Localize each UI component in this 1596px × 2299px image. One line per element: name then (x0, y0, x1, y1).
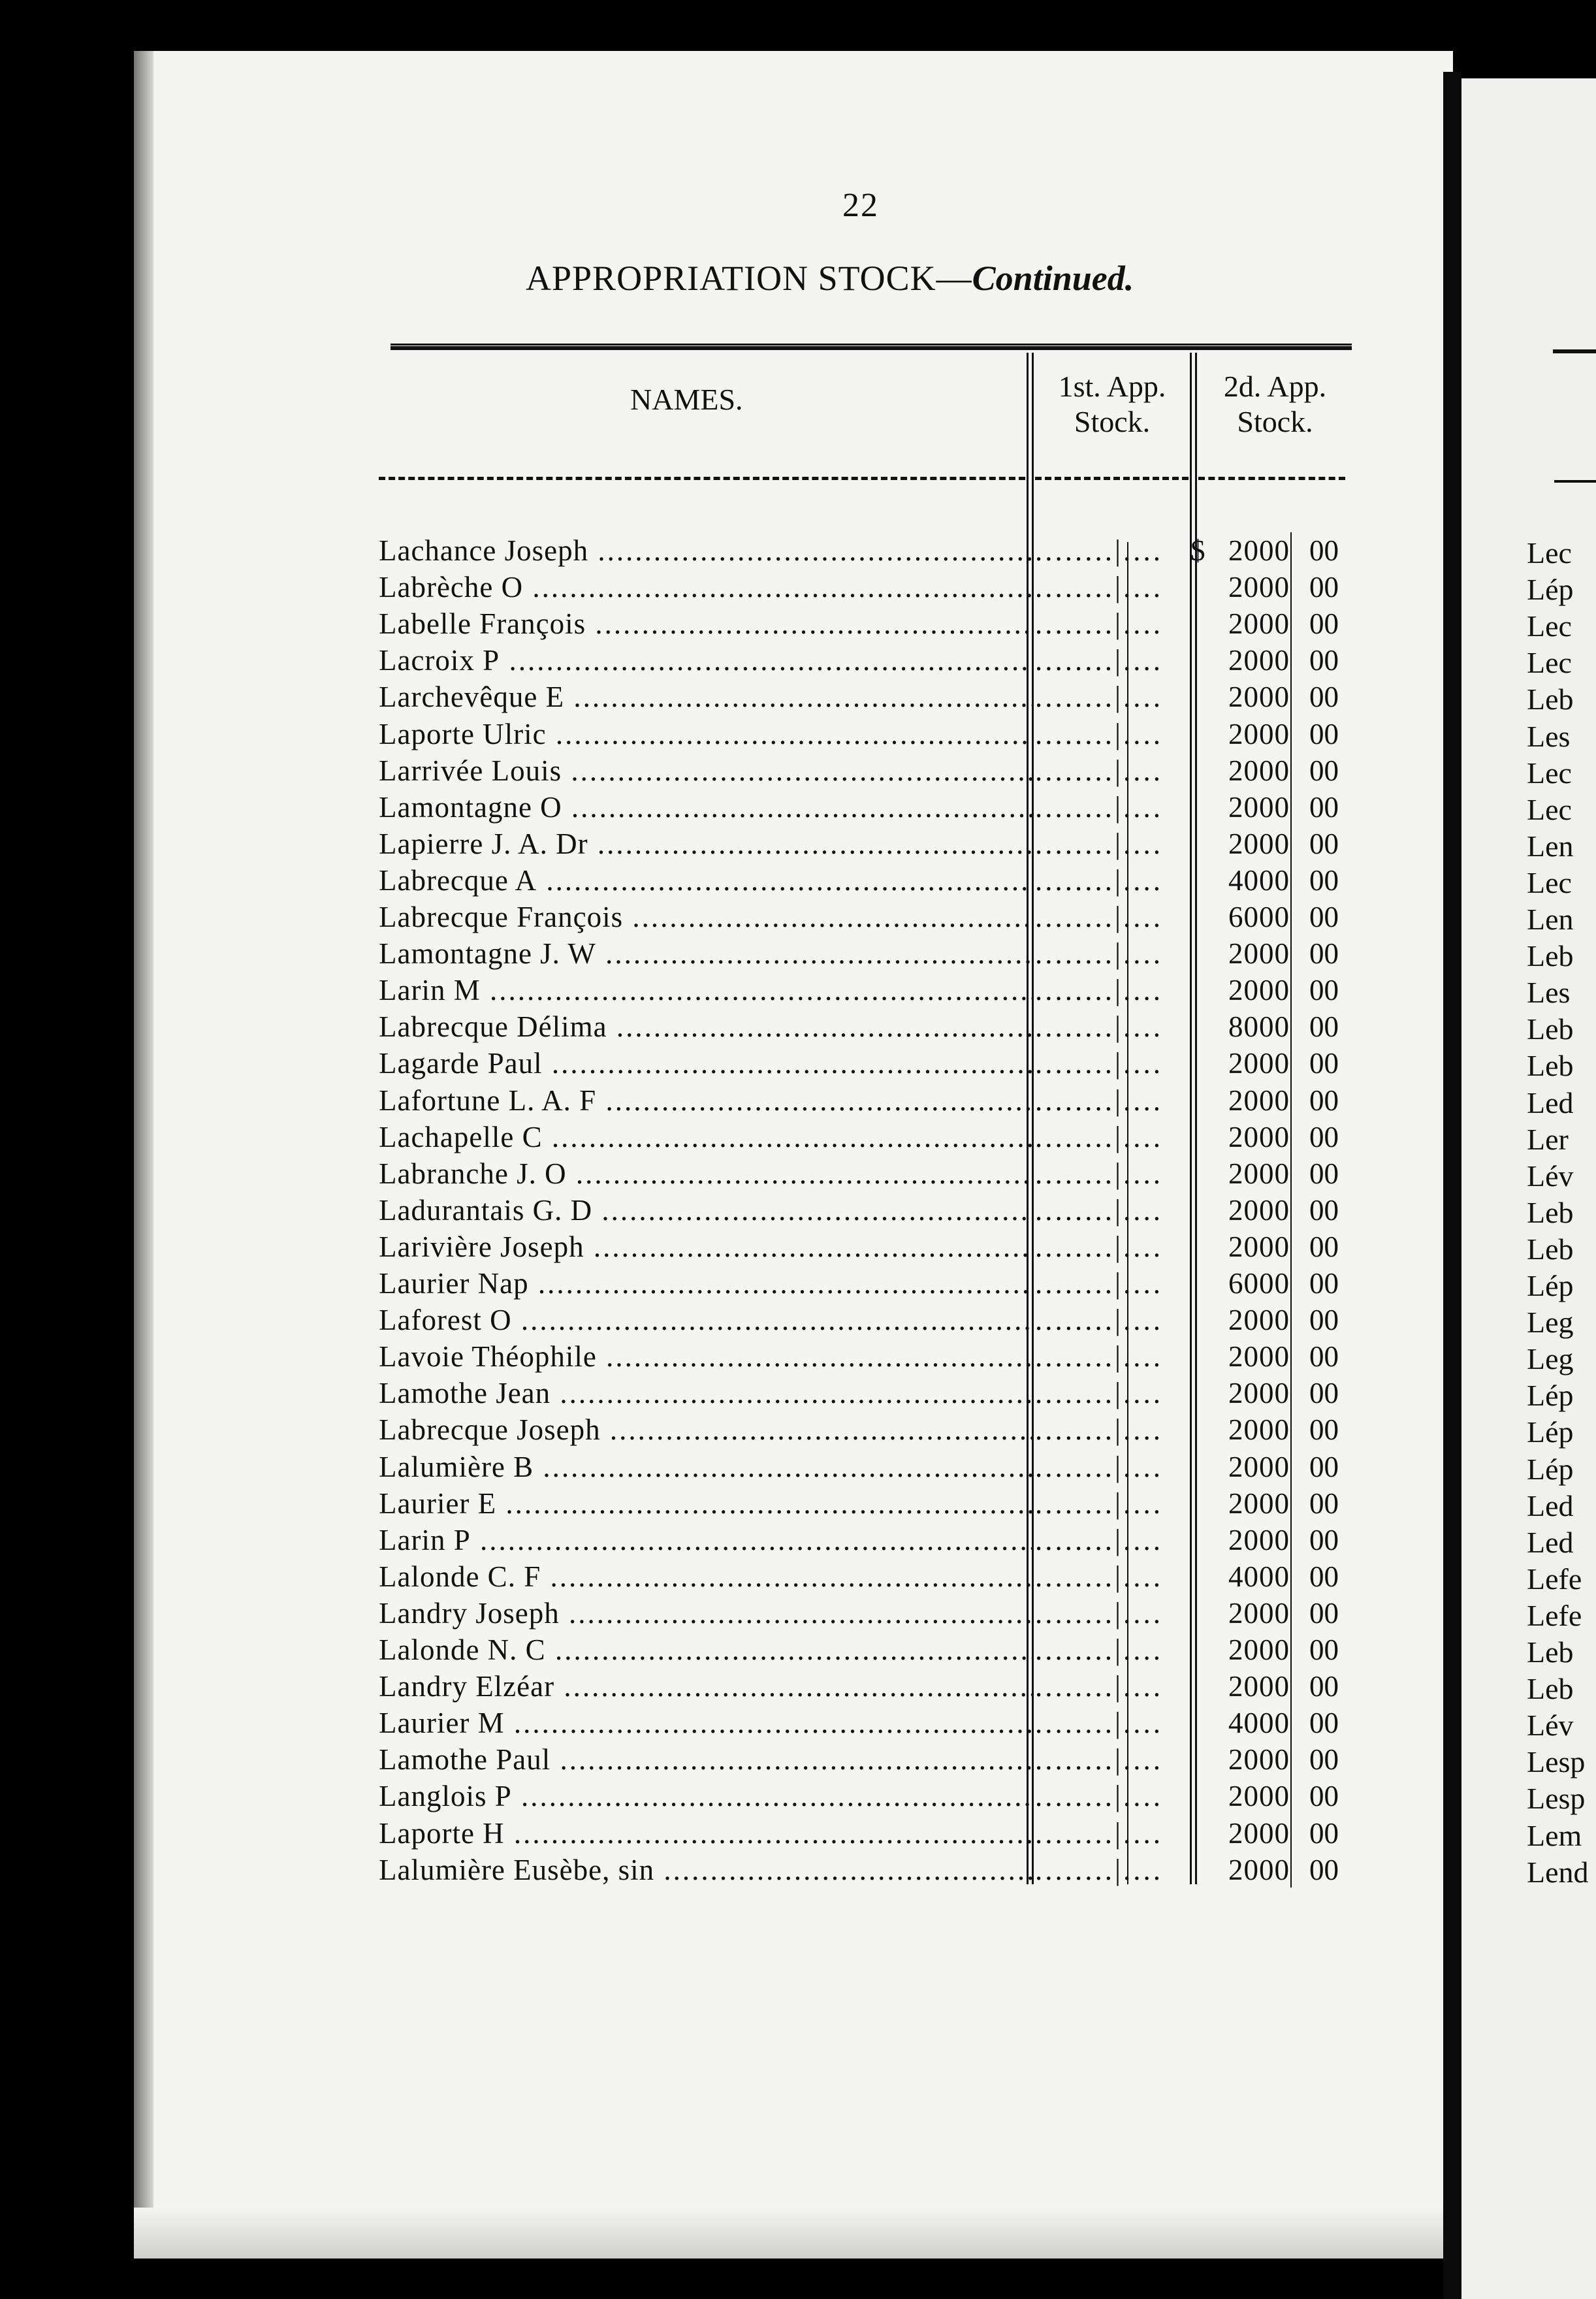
row-cents: 00 (1309, 974, 1339, 1007)
row-first-app-fill: ........|.... (1035, 1084, 1164, 1117)
row-first-app-fill: ........|.... (1035, 863, 1164, 897)
table-row (379, 1411, 1345, 1448)
row-cents: 00 (1309, 1230, 1339, 1263)
row-amount: 2000 (1228, 1377, 1290, 1410)
second-app-dashed-rule (1198, 477, 1345, 480)
book-gutter (1443, 72, 1461, 2299)
row-name: Larivière Joseph ..... (379, 1229, 1032, 1265)
facing-page-word: Leb (1527, 939, 1574, 973)
row-first-app-fill: ........|.... (1035, 1304, 1164, 1337)
row-amount: 2000 (1228, 1193, 1290, 1227)
row-first-app-fill: ........|.... (1035, 1670, 1164, 1703)
row-amount: 6000 (1228, 1267, 1290, 1300)
table-row (379, 935, 1345, 972)
row-name: Larchevêque E ..... (379, 679, 1032, 715)
row-cents: 00 (1309, 1743, 1339, 1776)
row-first-app-fill: ........|.... (1035, 1230, 1164, 1263)
facing-page-word: Len (1527, 903, 1574, 936)
table-row (379, 1778, 1345, 1814)
table-row (379, 1595, 1345, 1632)
facing-page-word: Lév (1527, 1159, 1574, 1193)
row-first-app-fill: ........|.... (1035, 1707, 1164, 1740)
facing-page-word: Lép (1527, 573, 1574, 607)
row-amount: 2000 (1228, 1157, 1290, 1190)
row-amount: 2000 (1228, 937, 1290, 971)
row-name: Lamontagne O ..... (379, 789, 1032, 826)
row-amount: 2000 (1228, 1523, 1290, 1556)
table-row (379, 605, 1345, 642)
currency-symbol: $ (1190, 534, 1205, 567)
row-name: Larin M ..... (379, 972, 1032, 1008)
row-amount: 4000 (1228, 1707, 1290, 1740)
row-amount: 2000 (1228, 1816, 1290, 1850)
row-first-app-fill: ........|.... (1035, 1340, 1164, 1374)
row-first-app-fill: ........|.... (1035, 644, 1164, 677)
first-app-stock-header (1034, 369, 1190, 440)
table-row (379, 716, 1345, 752)
first-app-dashed-rule (1035, 477, 1189, 480)
row-name: Lamontagne J. W ..... (379, 935, 1032, 972)
row-first-app-fill: ........|.... (1035, 1193, 1164, 1227)
names-dashed-rule (379, 477, 1025, 480)
row-name: Lachance Joseph ..... (379, 532, 1032, 569)
row-first-app-fill: ........|.... (1035, 1120, 1164, 1153)
facing-page-word: Leb (1527, 1195, 1574, 1229)
facing-page-word: Lép (1527, 1415, 1574, 1449)
row-cents: 00 (1309, 1120, 1339, 1153)
row-first-app-fill: ........|.... (1035, 1560, 1164, 1593)
table-row (379, 899, 1345, 935)
row-amount: 2000 (1228, 1230, 1290, 1263)
row-name: Labrecque A ..... (379, 862, 1032, 899)
table-row (379, 1852, 1345, 1888)
row-amount: 2000 (1228, 1084, 1290, 1117)
row-cents: 00 (1309, 1340, 1339, 1374)
facing-page-word: Lem (1527, 1818, 1582, 1852)
facing-page-word: Lec (1527, 536, 1572, 570)
row-cents: 00 (1309, 1413, 1339, 1447)
row-first-app-fill: ........|.... (1035, 754, 1164, 787)
row-cents: 00 (1309, 1304, 1339, 1337)
row-first-app-fill: ........|.... (1035, 1047, 1164, 1080)
row-first-app-fill: ........|.... (1035, 1413, 1164, 1447)
table-row (379, 1045, 1345, 1082)
facing-page-word: Leb (1527, 1635, 1574, 1669)
facing-page-word: Lec (1527, 646, 1572, 680)
row-amount: 2000 (1228, 1780, 1290, 1813)
row-cents: 00 (1309, 607, 1339, 641)
table-row (379, 642, 1345, 679)
facing-page-word: Lép (1527, 1452, 1574, 1486)
row-cents: 00 (1309, 1670, 1339, 1703)
facing-page-word: Lefe (1527, 1598, 1582, 1632)
row-name: Larin P ..... (379, 1522, 1032, 1558)
row-name: Lalonde C. F ..... (379, 1558, 1032, 1595)
first-app-header-line1: 1st. App. (1058, 370, 1166, 403)
facing-page-word: Led (1527, 1525, 1574, 1559)
row-amount: 2000 (1228, 1596, 1290, 1630)
row-cents: 00 (1309, 1523, 1339, 1556)
row-amount: 2000 (1228, 1670, 1290, 1703)
row-amount: 2000 (1228, 1633, 1290, 1666)
table-row (379, 789, 1345, 826)
row-amount: 2000 (1228, 1487, 1290, 1520)
row-cents: 00 (1309, 901, 1339, 933)
table-row (379, 1229, 1345, 1265)
row-amount: 2000 (1228, 1340, 1290, 1374)
table-row (379, 1449, 1345, 1485)
row-first-app-fill: ........|.... (1035, 1523, 1164, 1556)
row-first-app-fill: ........|.... (1035, 1780, 1164, 1813)
facing-page-word: Lesp (1527, 1745, 1586, 1779)
row-name: Laurier E ..... (379, 1485, 1032, 1522)
table-row (379, 1741, 1345, 1778)
row-name: Labranche J. O ..... (379, 1155, 1032, 1192)
names-header: NAMES. (630, 383, 743, 416)
row-first-app-fill: ........|.... (1035, 974, 1164, 1007)
row-first-app-fill: ........|.... (1035, 681, 1164, 714)
row-cents: 00 (1309, 1707, 1339, 1740)
table-row (379, 1119, 1345, 1155)
table-row (379, 1008, 1345, 1045)
row-amount: 2000 (1228, 1304, 1290, 1337)
facing-page-word: Leb (1527, 1232, 1574, 1266)
table-row (379, 1082, 1345, 1119)
row-cents: 00 (1309, 644, 1339, 677)
facing-page-word: Lév (1527, 1709, 1574, 1743)
facing-page-word: Leg (1527, 1342, 1574, 1376)
facing-page-subrule (1554, 480, 1596, 483)
second-app-header-line1: 2d. App. (1223, 370, 1327, 403)
facing-page-word: Les (1527, 976, 1571, 1010)
row-cents: 00 (1309, 1377, 1339, 1410)
table-row (379, 569, 1345, 605)
row-name: Lamothe Paul ..... (379, 1741, 1032, 1778)
row-name: Laforest O ..... (379, 1302, 1032, 1338)
row-amount: 2000 (1228, 644, 1290, 677)
page-number: 22 (842, 187, 879, 224)
row-cents: 00 (1309, 1047, 1339, 1080)
row-name: Lalumière Eusèbe, sin ..... (379, 1852, 1032, 1888)
row-amount: 2000 (1228, 754, 1290, 787)
table-row (379, 1338, 1345, 1375)
table-row (379, 1815, 1345, 1852)
table-row (379, 1705, 1345, 1741)
row-amount: 2000 (1228, 790, 1290, 824)
table-row (379, 826, 1345, 862)
facing-page-word: Lec (1527, 756, 1572, 790)
facing-page-word: Leg (1527, 1306, 1574, 1340)
facing-page-fragment (1461, 78, 1596, 2299)
facing-page-word: Lép (1527, 1379, 1574, 1413)
table-row (379, 1375, 1345, 1411)
row-name: Lachapelle C ..... (379, 1119, 1032, 1155)
row-first-app-fill: ........|.... (1035, 827, 1164, 860)
row-name: Lapierre J. A. Dr ..... (379, 826, 1032, 862)
second-app-header-line2: Stock. (1237, 405, 1313, 438)
row-cents: 00 (1309, 1267, 1339, 1300)
table-row (379, 1302, 1345, 1338)
row-first-app-fill: ........|.... (1035, 1816, 1164, 1850)
row-first-app-fill: ........|.... (1035, 1157, 1164, 1190)
page-edge-shadow (134, 51, 153, 2259)
table-row (379, 1155, 1345, 1192)
facing-page-word: Leb (1527, 1049, 1574, 1083)
row-name: Labrecque Joseph ..... (379, 1411, 1032, 1448)
title-continued: Continued. (972, 259, 1134, 298)
row-amount: 2000 (1228, 1743, 1290, 1776)
facing-page-word: Lec (1527, 792, 1572, 826)
facing-page-word: Leb (1527, 683, 1574, 716)
row-name: Lacroix P ..... (379, 642, 1032, 679)
row-first-app-fill: ........|.... (1035, 1377, 1164, 1410)
row-first-app-fill: ........|.... (1035, 937, 1164, 971)
row-cents: 00 (1309, 1816, 1339, 1850)
row-amount: 2000 (1228, 1047, 1290, 1080)
facing-page-word: Lec (1527, 609, 1572, 643)
title-main: APPROPRIATION STOCK— (526, 259, 972, 298)
row-first-app-fill: ........|.... (1035, 1596, 1164, 1630)
first-app-header-line2: Stock. (1074, 405, 1151, 438)
row-amount: 4000 (1228, 863, 1290, 897)
row-first-app-fill: ........|.... (1035, 1450, 1164, 1483)
row-cents: 00 (1309, 1853, 1339, 1886)
row-name: Labrecque François ..... (379, 899, 1032, 935)
row-amount: 2000 (1228, 717, 1290, 750)
row-cents: 00 (1309, 571, 1339, 604)
row-cents: 00 (1309, 717, 1339, 750)
facing-page-word: Lép (1527, 1269, 1574, 1302)
row-cents: 00 (1309, 1560, 1339, 1593)
row-first-app-fill: ........|.... (1035, 1633, 1164, 1666)
row-amount: 2000 (1228, 534, 1290, 567)
page-title (526, 258, 1134, 298)
row-first-app-fill: ........|.... (1035, 1267, 1164, 1300)
table-row (379, 972, 1345, 1008)
table-row (379, 1265, 1345, 1302)
row-cents: 00 (1309, 1487, 1339, 1520)
row-amount: 6000 (1228, 901, 1290, 933)
row-amount: 2000 (1228, 1853, 1290, 1886)
row-name: Laurier M ..... (379, 1705, 1032, 1741)
table-row (379, 1522, 1345, 1558)
table-row (379, 1668, 1345, 1705)
row-amount: 2000 (1228, 1120, 1290, 1153)
row-name: Lagarde Paul ..... (379, 1045, 1032, 1082)
row-amount: 2000 (1228, 681, 1290, 714)
row-name: Labrecque Délima ..... (379, 1008, 1032, 1045)
page-bottom-shadow (134, 2208, 1453, 2259)
row-cents: 00 (1309, 681, 1339, 714)
row-first-app-fill: ........|.... (1035, 717, 1164, 750)
row-cents: 00 (1309, 534, 1339, 567)
row-name: Lalumière B ..... (379, 1449, 1032, 1485)
row-amount: 2000 (1228, 607, 1290, 641)
row-cents: 00 (1309, 1157, 1339, 1190)
row-amount: 8000 (1228, 1010, 1290, 1044)
row-cents: 00 (1309, 1780, 1339, 1813)
row-name: Labrèche O ..... (379, 569, 1032, 605)
table-row (379, 679, 1345, 715)
row-amount: 2000 (1228, 1413, 1290, 1447)
facing-page-word: Leb (1527, 1012, 1574, 1046)
facing-page-word: Ler (1527, 1122, 1569, 1156)
row-first-app-fill: ........|.... (1035, 901, 1164, 933)
row-name: Langlois P ..... (379, 1778, 1032, 1814)
row-cents: 00 (1309, 1450, 1339, 1483)
row-amount: 2000 (1228, 974, 1290, 1007)
row-first-app-fill: ........|.... (1035, 1010, 1164, 1044)
row-amount: 2000 (1228, 827, 1290, 860)
facing-page-word: Len (1527, 829, 1574, 863)
row-cents: 00 (1309, 827, 1339, 860)
row-name: Lavoie Théophile ..... (379, 1338, 1032, 1375)
table-row (379, 1192, 1345, 1229)
row-name: Lalonde N. C ..... (379, 1632, 1032, 1668)
facing-page-word: Lec (1527, 865, 1572, 899)
row-cents: 00 (1309, 937, 1339, 971)
row-name: Ladurantais G. D ..... (379, 1192, 1032, 1229)
table-row (379, 1558, 1345, 1595)
facing-page-rule (1553, 349, 1596, 353)
facing-page-word: Les (1527, 719, 1571, 753)
row-cents: 00 (1309, 790, 1339, 824)
row-first-app-fill: ........|.... (1035, 534, 1164, 567)
row-cents: 00 (1309, 1596, 1339, 1630)
second-app-stock-header (1198, 369, 1352, 440)
row-name: Lafortune L. A. F ..... (379, 1082, 1032, 1119)
row-cents: 00 (1309, 863, 1339, 897)
row-amount: 2000 (1228, 571, 1290, 604)
table-row (379, 862, 1345, 899)
row-name: Laporte H ..... (379, 1815, 1032, 1852)
header-double-rule (391, 344, 1352, 350)
row-cents: 00 (1309, 1010, 1339, 1044)
facing-page-word: Lesp (1527, 1782, 1586, 1816)
row-first-app-fill: ........|.... (1035, 571, 1164, 604)
row-amount: 2000 (1228, 1450, 1290, 1483)
row-name: Labelle François ..... (379, 605, 1032, 642)
row-first-app-fill: ........|.... (1035, 607, 1164, 641)
table-row (379, 1632, 1345, 1668)
row-amount: 4000 (1228, 1560, 1290, 1593)
row-first-app-fill: ........|.... (1035, 1853, 1164, 1886)
row-cents: 00 (1309, 754, 1339, 787)
row-first-app-fill: ........|.... (1035, 1487, 1164, 1520)
row-name: Lamothe Jean ..... (379, 1375, 1032, 1411)
facing-page-word: Leb (1527, 1672, 1574, 1706)
row-name: Laurier Nap ..... (379, 1265, 1032, 1302)
facing-page-word: Led (1527, 1488, 1574, 1522)
facing-page-word: Led (1527, 1085, 1574, 1119)
row-first-app-fill: ........|.... (1035, 790, 1164, 824)
row-first-app-fill: ........|.... (1035, 1743, 1164, 1776)
facing-page-word: Lend (1527, 1855, 1589, 1889)
row-cents: 00 (1309, 1084, 1339, 1117)
row-cents: 00 (1309, 1633, 1339, 1666)
row-name: Landry Elzéar ..... (379, 1668, 1032, 1705)
row-cents: 00 (1309, 1193, 1339, 1227)
row-name: Laporte Ulric ..... (379, 716, 1032, 752)
table-row (379, 1485, 1345, 1522)
row-name: Landry Joseph ..... (379, 1595, 1032, 1632)
row-name: Larrivée Louis ..... (379, 752, 1032, 789)
facing-page-word: Lefe (1527, 1562, 1582, 1596)
table-row (379, 532, 1345, 569)
table-row (379, 752, 1345, 789)
